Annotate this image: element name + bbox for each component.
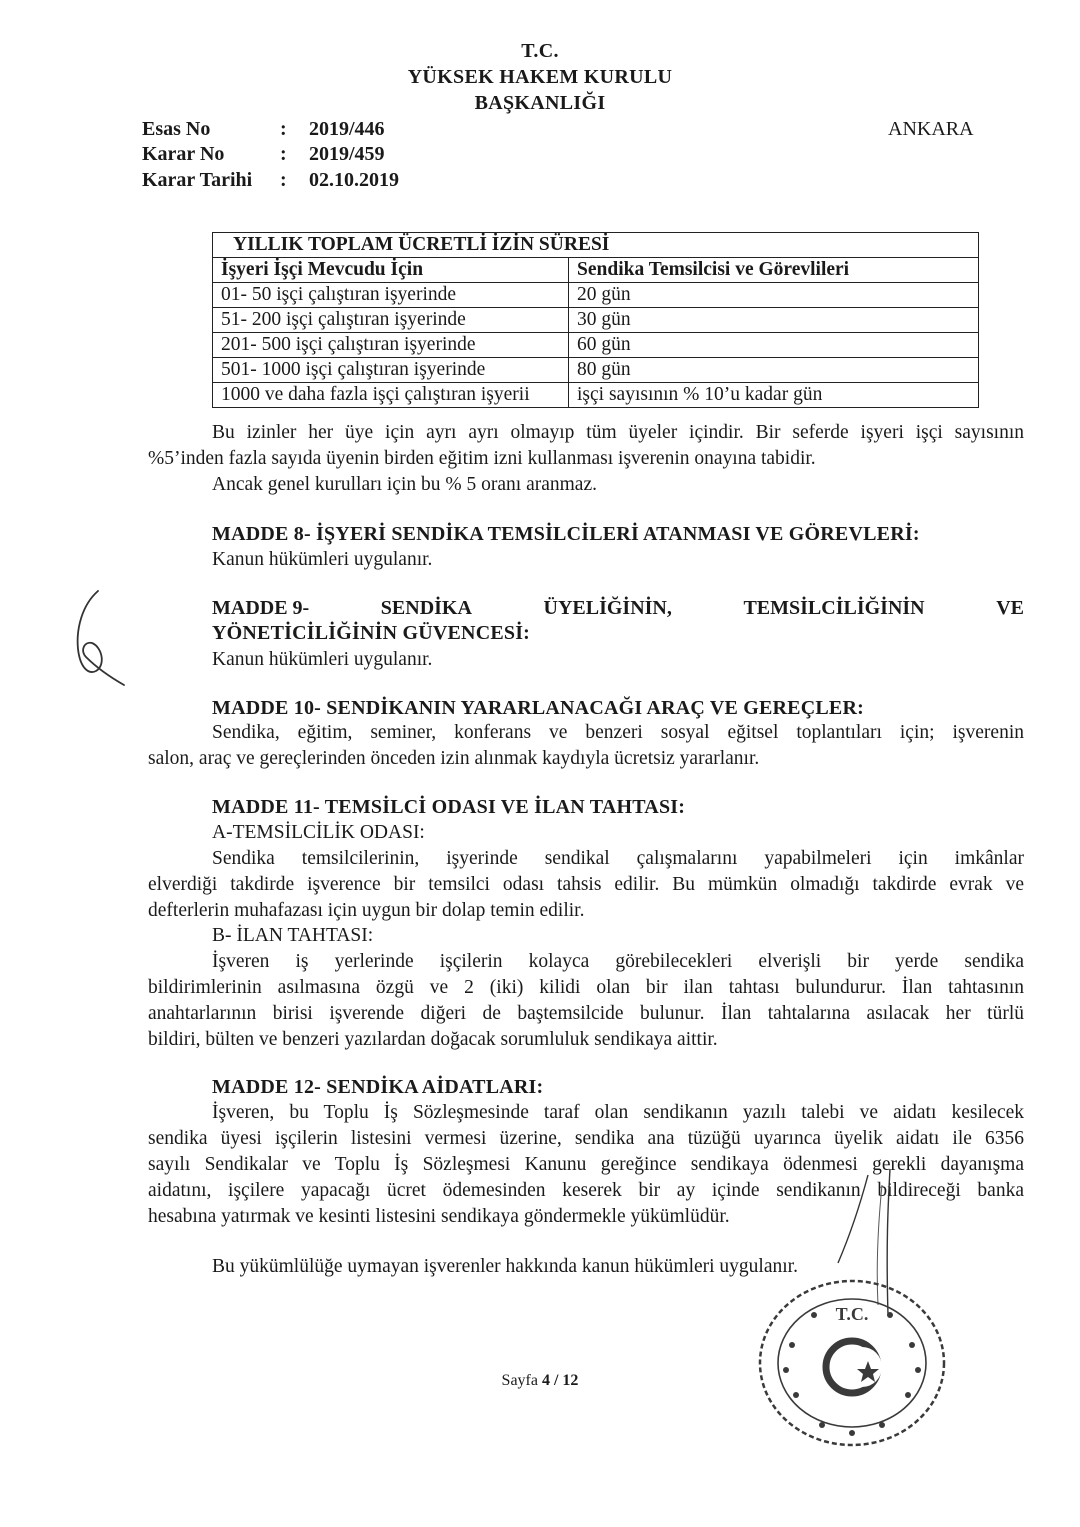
table-cell: işçi sayısının % 10’u kadar gün xyxy=(569,383,979,408)
table-cell: 51- 200 işçi çalıştıran işyerinde xyxy=(213,308,569,333)
article-12-line: sayılı Sendikalar ve Toplu İş Sözleşmesi Kanunu gereğince sendikaya ödenmesi gerekli dayanışma xyxy=(148,1154,1024,1175)
table-cell: 201- 500 işçi çalıştıran işyerinde xyxy=(213,333,569,358)
header-institution: YÜKSEK HAKEM KURULU xyxy=(407,66,673,88)
article-11-line: anahtarlarının birisi işverende diğeri de baştemsilcide bulunur. İlan tahtalarına asılacak her türlü xyxy=(148,1003,1024,1024)
article-12-title: MADDE 12- SENDİKA AİDATLARI: xyxy=(212,1076,544,1098)
table-cell: 60 gün xyxy=(569,333,979,358)
table-row xyxy=(213,283,979,308)
article-12-line: sendika üyesi işçilerin listesini vermesi üzerine, sendika ana tüzüğü uyarınca üyelik aidatı ile 6356 xyxy=(148,1128,1024,1149)
table-row xyxy=(213,308,979,333)
article-9-body: Kanun hükümleri uygulanır. xyxy=(212,649,433,670)
article-12-closing: Bu yükümlülüğe uymayan işverenler hakkında kanun hükümleri uygulanır. xyxy=(212,1256,798,1277)
table-row xyxy=(213,383,979,408)
article-12-line: İşveren, bu Toplu İş Sözleşmesinde taraf olan sendikanın yazılı talebi ve aidatı kesilecek xyxy=(212,1102,1024,1123)
table-cell: 501- 1000 işçi çalıştıran işyerinde xyxy=(213,358,569,383)
article-11-line: İşveren iş yerlerinde işçilerin kolayca görebilecekleri elverişli bir yerde sendika xyxy=(212,951,1024,972)
city-label: ANKARA xyxy=(888,118,974,140)
meta-separator: : xyxy=(280,169,287,191)
article-11-line: bildiri, bülten ve benzeri yazılardan doğacak sorumluluk sendikaya aittir. xyxy=(148,1029,718,1050)
article-11-line: elverdiği takdirde işverence bir temsilci odası tahsis edilir. Bu mümkün olmadığı takdirde evrak ve xyxy=(148,874,1024,895)
karar-tarihi-label: Karar Tarihi xyxy=(142,169,253,191)
table-header-row xyxy=(213,258,979,283)
header-tc: T.C. xyxy=(521,40,559,62)
table-header-cell: İşyeri İşçi Mevcudu İçin xyxy=(213,258,569,283)
article-11-line: Sendika temsilcilerinin, işyerinde sendikal çalışmalarını yapabilmeleri için imkânlar xyxy=(212,848,1024,869)
article-11-line: defterlerin muhafazası için uygun bir dolap temin edilir. xyxy=(148,900,585,921)
page-value: 4 / 12 xyxy=(541,1372,579,1389)
leave-note-line: Bu izinler her üye için ayrı ayrı olmayıp tüm üyeler içindir. Bir seferde işyeri işçi sayısının xyxy=(212,422,1024,443)
article-9-title-word: ÜYELİĞİNİN, xyxy=(543,597,672,619)
article-8-body: Kanun hükümleri uygulanır. xyxy=(212,549,433,570)
karar-no-value: 2019/459 xyxy=(309,143,385,165)
table-cell: 30 gün xyxy=(569,308,979,333)
table-cell: 20 gün xyxy=(569,283,979,308)
article-9-title-word: MADDE 9- xyxy=(212,597,310,619)
article-11-sub-b: B- İLAN TAHTASI: xyxy=(212,925,374,946)
meta-separator: : xyxy=(280,118,287,140)
esas-no-label: Esas No xyxy=(142,118,211,140)
article-9-title-line2: YÖNETİCİLİĞİNİN GÜVENCESİ: xyxy=(212,622,531,644)
karar-tarihi-value: 02.10.2019 xyxy=(309,169,399,191)
article-9-title xyxy=(212,597,1024,620)
article-9-title-word: TEMSİLCİLİĞİNİN xyxy=(743,597,925,619)
header-presidency: BAŞKANLIĞI xyxy=(474,92,606,114)
table-row xyxy=(213,358,979,383)
page-prefix: Sayfa xyxy=(501,1372,542,1389)
karar-no-label: Karar No xyxy=(142,143,225,165)
article-10-line: Sendika, eğitim, seminer, konferans ve benzeri sosyal eğitsel toplantıları için; işverenin xyxy=(212,722,1024,743)
table-cell: 1000 ve daha fazla işçi çalıştıran işyerii xyxy=(213,383,569,408)
article-10-title: MADDE 10- SENDİKANIN YARARLANACAĞI ARAÇ VE GEREÇLER: xyxy=(212,697,864,719)
table-cell: 01- 50 işçi çalıştıran işyerinde xyxy=(213,283,569,308)
table-row xyxy=(213,333,979,358)
article-9-title-word: SENDİKA xyxy=(380,597,472,619)
table-title-row xyxy=(213,233,979,258)
stamp-text: T.C. xyxy=(835,1304,869,1324)
article-11-title: MADDE 11- TEMSİLCİ ODASI VE İLAN TAHTASI: xyxy=(212,796,686,818)
leave-note-line: Ancak genel kurulları için bu % 5 oranı aranmaz. xyxy=(212,474,597,495)
table-cell: 80 gün xyxy=(569,358,979,383)
handwritten-initial-signature xyxy=(62,585,132,695)
esas-no-value: 2019/446 xyxy=(309,118,385,140)
leave-note-line: %5’inden fazla sayıda üyenin birden eğitim izni kullanması işverenin onayına tabidir. xyxy=(148,448,816,469)
article-12-line: aidatını, işçilere yapacağı ücret ödemesinden keserek bir ay içinde sendikanın bildireceği banka xyxy=(148,1180,1024,1201)
article-10-line: salon, araç ve gereçlerinden önceden izin alınmak kaydıyla ücretsiz yararlanır. xyxy=(148,748,760,769)
official-stamp xyxy=(752,1275,952,1455)
meta-separator: : xyxy=(280,143,287,165)
article-12-line: hesabına yatırmak ve kesinti listesini sendikaya göndermekle yükümlüdür. xyxy=(148,1206,730,1227)
table-header-cell: Sendika Temsilcisi ve Görevlileri xyxy=(569,258,979,283)
article-9-title-word: VE xyxy=(996,597,1024,619)
article-11-line: bildirimlerinin asılmasına özgü ve 2 (iki) kilidi olan bir ilan tahtası bulundurur. İlan tahtasının xyxy=(148,977,1024,998)
article-11-sub-a: A-TEMSİLCİLİK ODASI: xyxy=(212,822,425,843)
table-title: YILLIK TOPLAM ÜCRETLİ İZİN SÜRESİ xyxy=(213,233,979,258)
leave-table xyxy=(212,232,979,408)
article-8-title: MADDE 8- İŞYERİ SENDİKA TEMSİLCİLERİ ATANMASI VE GÖREVLERİ: xyxy=(212,523,920,545)
